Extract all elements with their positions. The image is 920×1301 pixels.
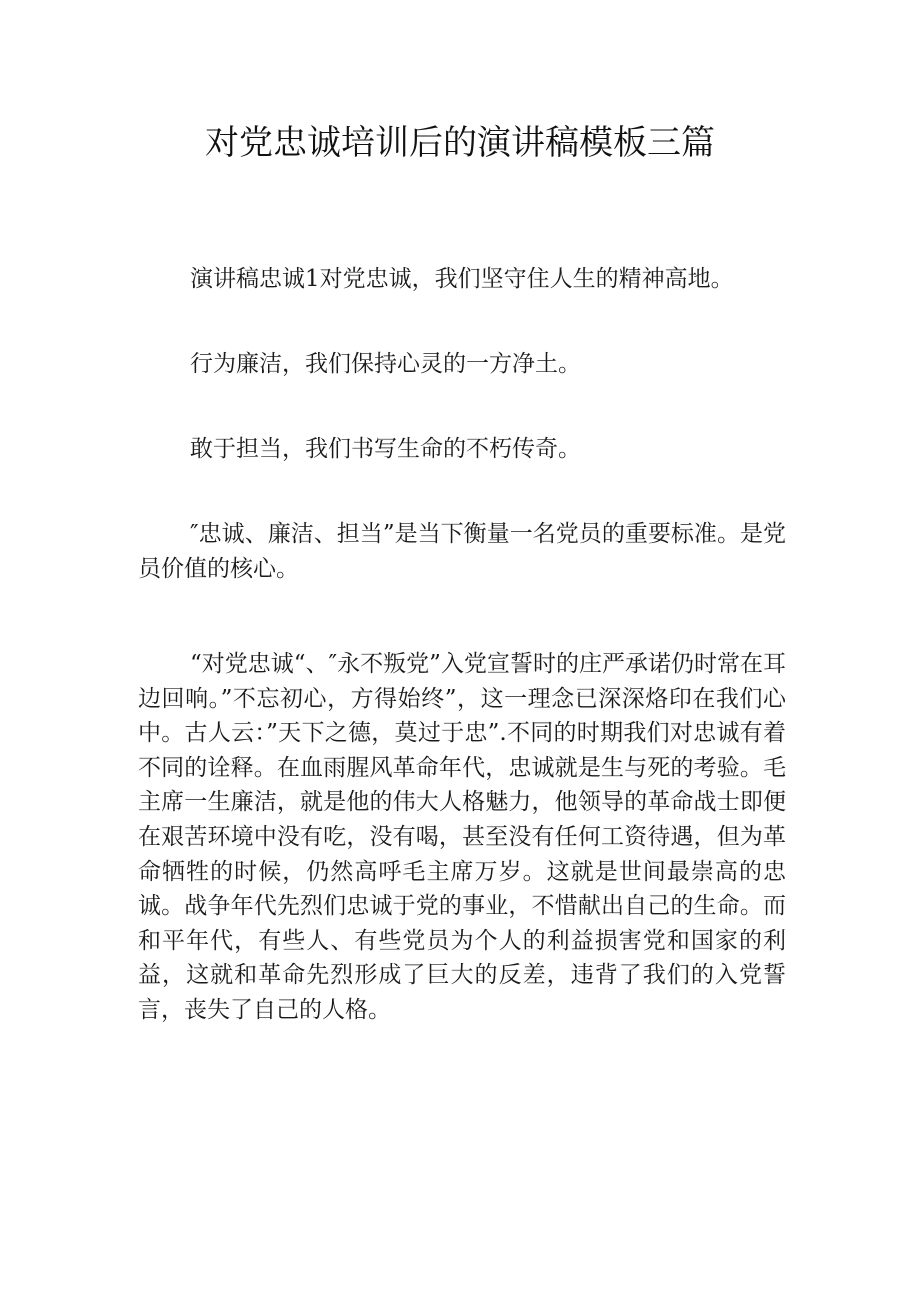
paragraph-1: 演讲稿忠诚1对党忠诚，我们坚守住人生的精神高地。 <box>190 266 734 292</box>
paragraph-3: 敢于担当，我们书写生命的不朽传奇。 <box>190 436 581 462</box>
paragraph-5: “对党忠诚“、″永不叛党”入党宣誓时的庄严承诺仍时常在耳边回响。”不忘初心，方得始终”，这一理念已深深烙印在我们心中。古人云：”天下之德，莫过于忠”.不同的时期我们对忠诚有着不同的诠释。在血雨腥风革命年代，忠诚就是生与死的考验。毛主席一生廉洁，就是他的伟大人格魅力，他领导的革命战士即便在艰苦环境中没有吃，没有喝，甚至没有任何工资待遇，但为革命牺牲的时候，仍然高呼毛主席万岁。这就是世间最崇高的忠诚。战争年代先烈们忠诚于党的事业，不惜献出自己的生命。而和平年代，有些人、有些党员为个人的利益损害党和国家的利益，这就和革命先烈形成了巨大的反差，违背了我们的入党誓言，丧失了自己的人格。 <box>138 651 786 1023</box>
document-title: 对党忠诚培训后的演讲稿模板三篇 <box>205 123 715 163</box>
paragraph-4: ″忠诚、廉洁、担当”是当下衡量一名党员的重要标准。是党员价值的核心。 <box>138 521 786 582</box>
paragraph-2: 行为廉洁，我们保持心灵的一方净土。 <box>190 351 581 377</box>
